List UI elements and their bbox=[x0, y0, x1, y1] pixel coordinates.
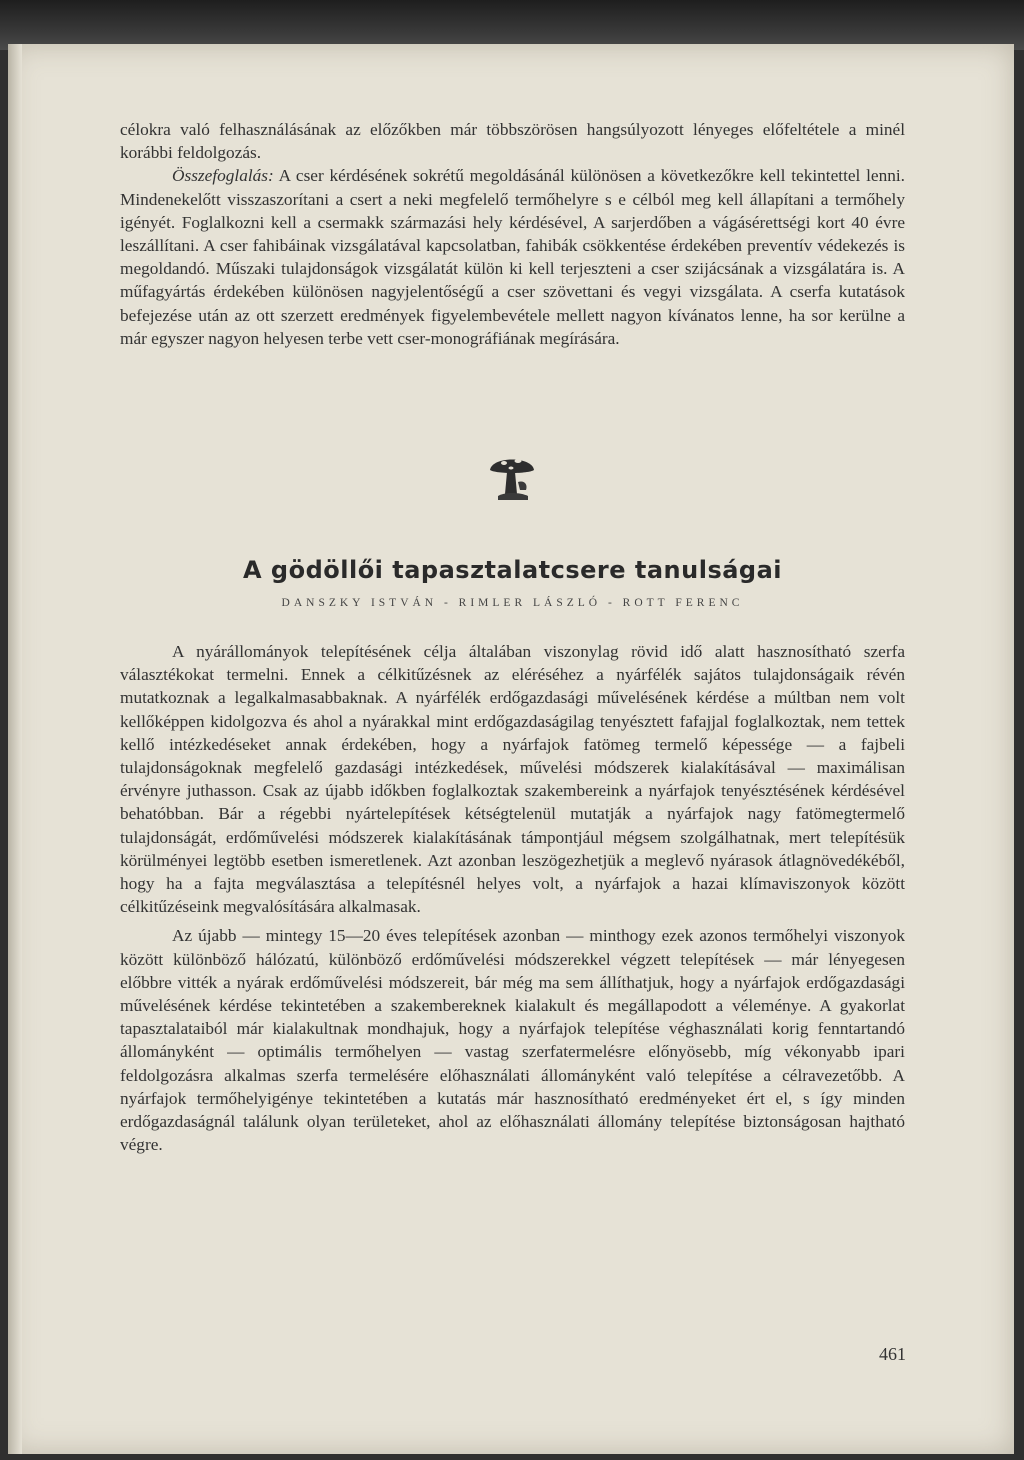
page-number: 461 bbox=[879, 1344, 906, 1364]
page-spine-shadow bbox=[8, 44, 22, 1454]
article-authors: DANSZKY ISTVÁN - RIMLER LÁSZLÓ - ROTT FERENC bbox=[281, 597, 744, 609]
lead-paragraph bbox=[120, 118, 905, 164]
lead-text: célokra való felhasználásának az előzőkben már többszörösen hangsúlyozott lényeges előfeltétele a minél korábbi feldolgozás. bbox=[120, 120, 905, 163]
article-title: A gödöllői tapasztalatcsere tanulságai bbox=[242, 556, 783, 584]
summary-text: A cser kérdésének sokrétű megoldásánál különösen a következőkre kell tekintettel lenni. Mindenekelőtt visszaszorítani a csert a neki megfelelő termőhelyre s e célból meg kell állapítani a termőhely igényét. Foglalkozni kell a csermakk származási hely kérdésével, A sarjerdőben a vágásérettségi kort 40 évre leszállítani. A cser fahibáinak vizsgálatával kapcsolatban, fahibák csökkentése érdekében preventív védekezés is megoldandó. Műszaki tulajdonságok vizsgálatát külön ki kell terjeszteni a cser szijácsának a vizsgálatára is. A műfagyártás érdekében különösen nagyjelentőségű a cser szövettani és vegyi vizsgálata. A cserfa kutatások befejezése után az ott szerzett eredmények figyelembevétele mellett nagyon kívánatos lenne, ha sor kerülne a már egyszer nagyon helyesen terbe vett cser-monográfiának megírására. bbox=[120, 166, 905, 348]
lead-text-block bbox=[120, 118, 905, 350]
mushroom-ornament-icon bbox=[484, 448, 540, 504]
summary-label: Összefoglalás: bbox=[172, 166, 274, 186]
summary-paragraph bbox=[120, 164, 905, 350]
article-body bbox=[120, 640, 905, 1156]
scanner-top-band bbox=[0, 0, 1024, 50]
article-paragraph-2: Az újabb — mintegy 15—20 éves telepítések azonban — minthogy ezek azonos termőhelyi viszonyok között különböző hálózatú, különböző erdőművelési módszerekkel végzett telepítések — már lényegesen előbbre vitték a nyárak erdőművelési módszereit, bár még ma sem állíthatjuk, hogy a nyárfajok erdőgazdasági művelésének kérdése tekintetében a szakembereknek kialakult és megállapodott a véleménye. A gyakorlat tapasztalataiból már kialakultnak mondhajuk, hogy a nyárfajok telepítése véghasználati korig fenntartandó állományként — optimális termőhelyen — vastag szerfatermelésre előnyösebb, míg vékonyabb ipari feldolgozásra alkalmas szerfa termelésére előhasználati állományként való telepítése a célravezetőbb. A nyárfajok termőhelyigénye tekintetében a kutatás már hasznosítható eredményeket ért el, s így minden erdőgazdaságnál találunk olyan területeket, ahol az előhasználati állomány telepítése biztonságosan hajtható végre. bbox=[120, 926, 905, 1155]
article-paragraph-1: A nyárállományok telepítésének célja általában viszonylag rövid idő alatt hasznosítható szerfa választékokat termelni. Ennek a célkitűzésnek az eléréséhez a nyárfélék sajátos tulajdonságaik révén mutatkoznak a legalkalmasabbaknak. A nyárfélék erdőgazdasági művelésének kérdése a múltban nem volt kellőképpen kidolgozva és ahol a nyárakkal mint erdőgazdaságilag tenyésztett fafajjal foglalkoztak, nem tettek kellő intézkedéseket annak érdekében, hogy a nyárfajok fatömeg termelő képessége — a fajbeli tulajdonságoknak megfelelő gazdasági intézkedések, művelési módszerek kialakításával — maximálisan érvényre juthasson. Csak az újabb időkben foglalkoztak szakembereink a nyárfajok tenyésztésének kérdésével behatóbban. Bár a régebbi nyártelepítések kétségtelenül mutatják a nyárfajok nagy fatömegtermelő tulajdonságát, erdőművelési módszerek kialakításának támpontjául mégsem szolgálhatnak, mert telepítésük körülményei legtöbb esetben ismeretlenek. Azt azonban leszögezhetjük a meglevő nyárasok átlagnövedékéből, hogy ha a fajta megválasztása a telepítésnél helyes volt, a nyárfajok a hazai klímaviszonyok között célkitűzéseink megvalósítására alkalmasak. bbox=[120, 642, 905, 917]
